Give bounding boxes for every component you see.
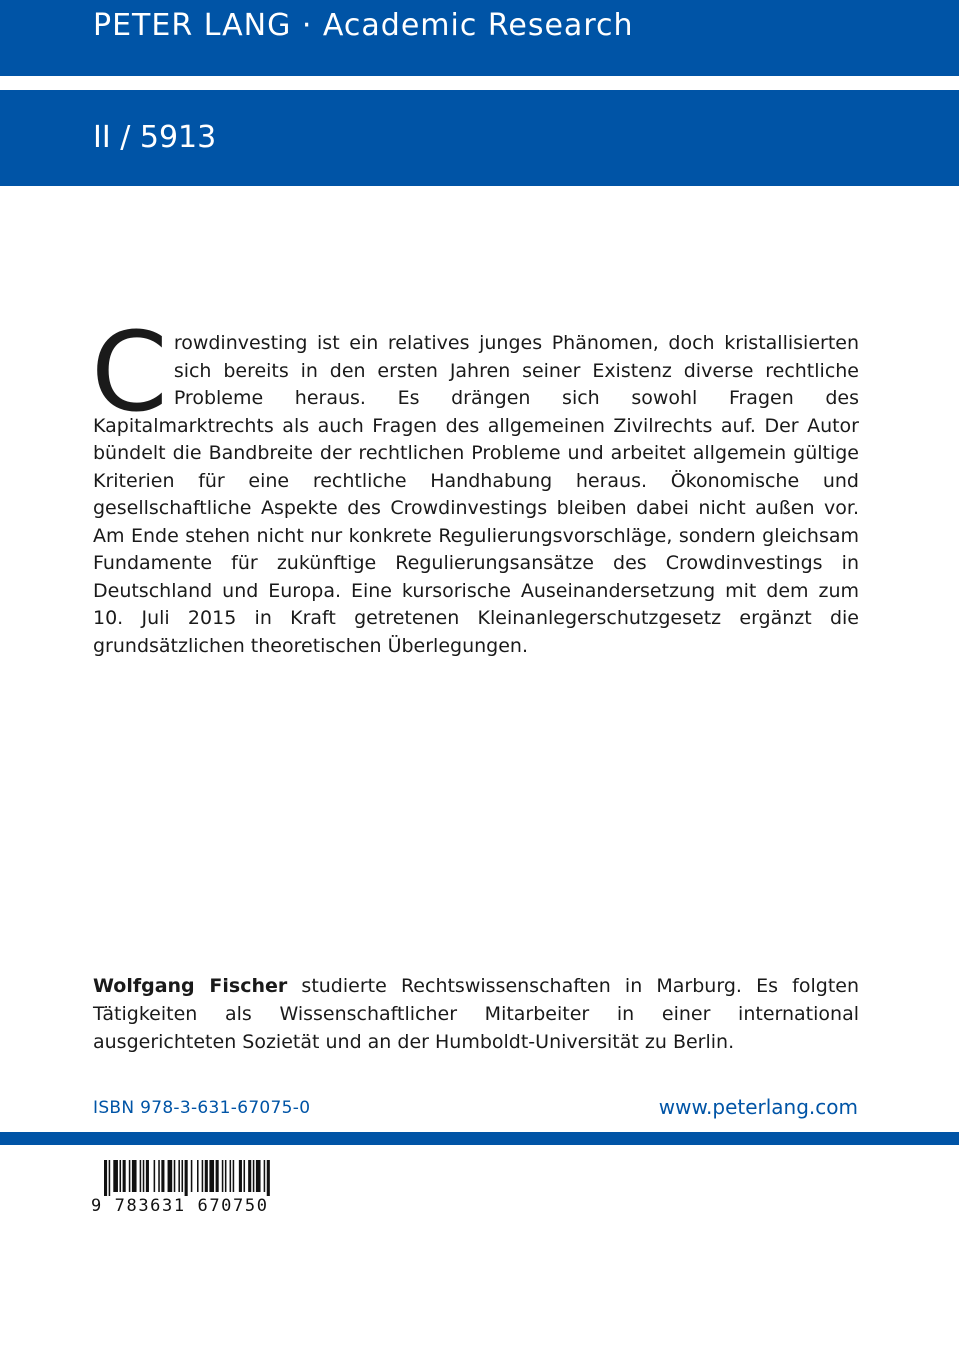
barcode-bar <box>244 1160 246 1192</box>
barcode-bar <box>253 1160 255 1192</box>
barcode-bars <box>91 1160 284 1196</box>
barcode-bar <box>264 1160 266 1192</box>
barcode-bar <box>158 1160 160 1192</box>
header-band <box>0 0 959 76</box>
barcode-bar <box>132 1160 137 1192</box>
barcode-bar <box>154 1160 156 1192</box>
barcode-bar <box>113 1160 118 1192</box>
barcode-bar <box>225 1160 227 1192</box>
barcode-bar <box>248 1160 251 1192</box>
series-band <box>0 90 959 186</box>
barcode-bar <box>104 1160 107 1196</box>
barcode-bar <box>168 1160 173 1192</box>
publisher-name: PETER LANG · Academic Research <box>93 8 634 43</box>
barcode-bar <box>129 1160 131 1192</box>
barcode-bar <box>209 1160 214 1192</box>
author-bio <box>93 972 859 1056</box>
barcode-bar <box>230 1160 232 1192</box>
barcode-bar <box>143 1160 145 1192</box>
barcode-bar <box>182 1160 184 1192</box>
barcode-bar <box>222 1160 224 1192</box>
footer-band <box>0 1132 959 1145</box>
barcode-bar <box>178 1160 180 1192</box>
isbn-label: ISBN 978-3-631-67075-0 <box>93 1098 311 1118</box>
series-number: II / 5913 <box>93 120 217 155</box>
drop-cap: C <box>91 308 168 436</box>
author-name: Wolfgang Fischer <box>93 975 288 997</box>
barcode-bar <box>216 1160 219 1192</box>
barcode-bar <box>109 1160 111 1196</box>
publisher-url[interactable]: www.peterlang.com <box>658 1095 858 1119</box>
barcode-bar <box>256 1160 261 1192</box>
book-blurb <box>91 308 859 660</box>
barcode-bar <box>146 1160 149 1192</box>
barcode-bar <box>161 1160 164 1192</box>
barcode-bar <box>191 1160 193 1192</box>
barcode-bar <box>205 1160 208 1192</box>
barcode-bar <box>140 1160 142 1192</box>
barcode-digits: 9 783631 670750 <box>91 1196 269 1216</box>
barcode-bar <box>197 1160 199 1192</box>
barcode-bar <box>233 1160 235 1192</box>
barcode-bar <box>185 1160 188 1196</box>
barcode-bar <box>202 1160 204 1192</box>
author-bio-text: studierte Rechtswissenschaften in Marburg. Es folgten Tätigkeiten als Wissenschaftlicher Mitarbeiter in einer international ausgerichteten Sozietät und an der Humboldt-Universität zu Berlin. <box>93 975 859 1053</box>
barcode-bar <box>174 1160 176 1192</box>
barcode-bar <box>267 1160 270 1196</box>
blurb-text: rowdinvesting ist ein relatives junges Phänomen, doch kristallisierten sich bereits in den ersten Jahren seiner Existenz diverse rechtliche Probleme heraus. Es drängen sich sowohl Fragen des Kapitalmarktrechts als auch Fragen des allgemeinen Zivilrechts auf. Der Autor bündelt die Bandbreite der rechtlichen Probleme und arbeitet allgemein gültige Kriterien für eine rechtliche Handhabung heraus. Ökonomische und gesellschaftliche Aspekte des Crowdinvestings bleiben dabei nicht außen vor. Am Ende stehen nicht nur konkrete Regulierungsvorschläge, sondern gleichsam Fundamente für zukünftige Regulierungsansätze des Crowdinvestings in Deutschland und Europa. Eine kursorische Auseinandersetzung mit dem zum 10. Juli 2015 in Kraft getretenen Kleinanlegerschutzgesetz ergänzt die grundsätzlichen theoretischen Überlegungen. <box>93 332 859 657</box>
barcode-bar <box>239 1160 242 1192</box>
barcode-bar <box>123 1160 126 1192</box>
barcode-bar <box>120 1160 122 1192</box>
